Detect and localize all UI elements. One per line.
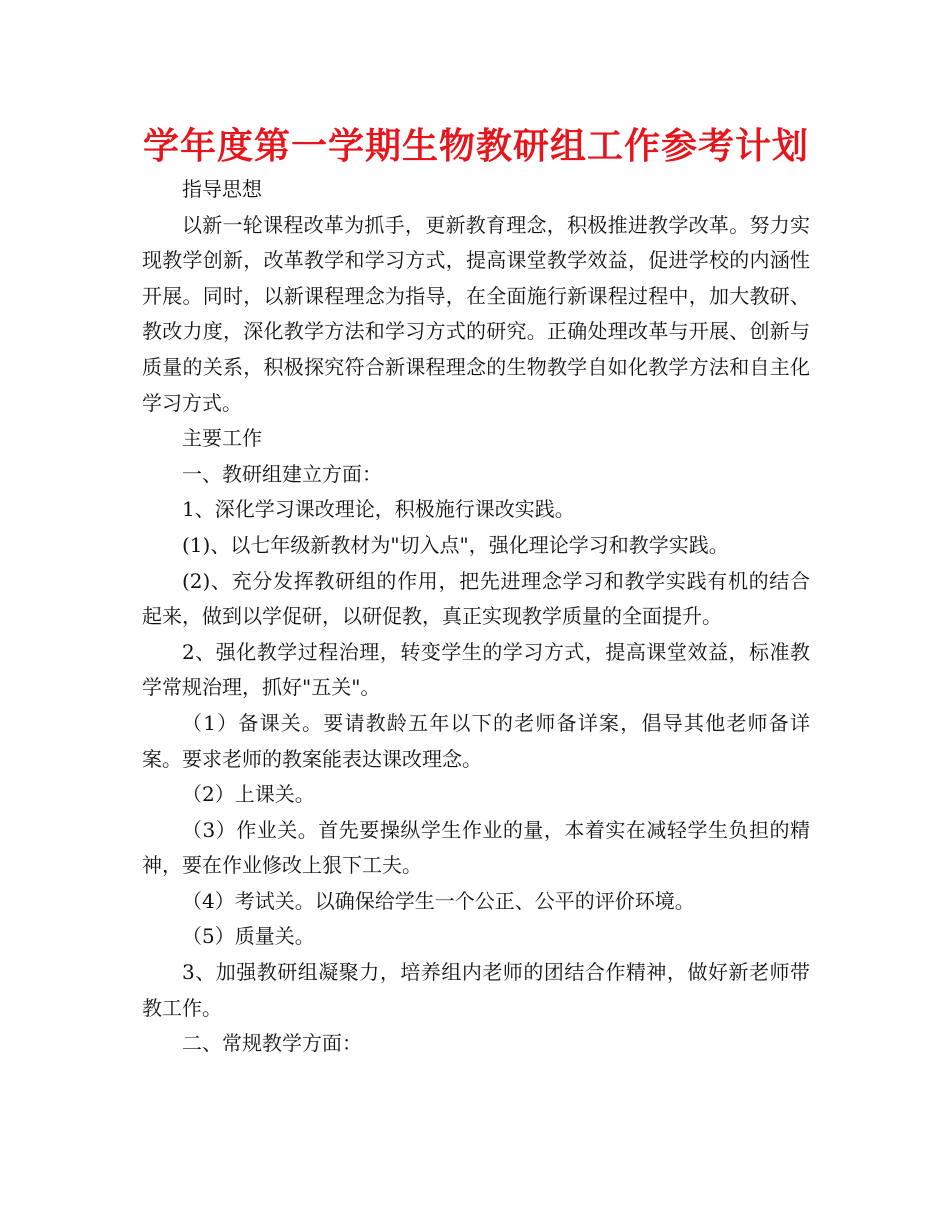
- paragraph: 二、常规教学方面：: [182, 1031, 362, 1056]
- paragraph: (2)、充分发挥教研组的作用，把先进理念学习和教学实践有机的结合起来，做到以学促研，以研促教，真正实现教学质量的全面提升。: [142, 568, 810, 629]
- document-title: 学年度第一学期生物教研组工作参考计划: [142, 126, 809, 167]
- paragraph: 主要工作: [182, 426, 262, 451]
- paragraph: (1)、以七年级新教材为"切入点"，强化理论学习和教学实践。: [182, 532, 729, 557]
- paragraph: 指导思想: [182, 177, 262, 201]
- paragraph: 3、加强教研组凝聚力，培养组内老师的团结合作精神，做好新老师带教工作。: [142, 960, 810, 1020]
- document-body: [142, 172, 810, 1062]
- paragraph: （1）备课关。要请教龄五年以下的老师备详案，倡导其他老师备详案。要求老师的教案能表达课改理念。: [142, 710, 810, 771]
- paragraph: 以新一轮课程改革为抓手，更新教育理念，积极推进教学改革。努力实现教学创新，改革教学和学习方式，提高课堂教学效益，促进学校的内涵性开展。同时，以新课程理念为指导，在全面施行新课程过程中，加大教研、教改力度，深化教学方法和学习方式的研究。正确处理改革与开展、创新与质量的关系，积极探究符合新课程理念的生物教学自如化教学方法和自主化学习方式。: [142, 212, 810, 415]
- paragraph: 一、教研组建立方面：: [182, 461, 382, 486]
- paragraph: （3）作业关。首先要操纵学生作业的量，本着实在减轻学生负担的精神，要在作业修改上狠下工夫。: [142, 817, 810, 878]
- paragraph: （4）考试关。以确保给学生一个公正、公平的评价环境。: [182, 888, 695, 913]
- paragraph: 1、深化学习课改理论，积极施行课改实践。: [182, 497, 575, 522]
- paragraph: （2）上课关。: [182, 782, 315, 807]
- paragraph: 2、强化教学过程治理，转变学生的学习方式，提高课堂效益，标准教学常规治理，抓好"五关"。: [142, 639, 810, 700]
- paragraph: （5）质量关。: [182, 924, 315, 949]
